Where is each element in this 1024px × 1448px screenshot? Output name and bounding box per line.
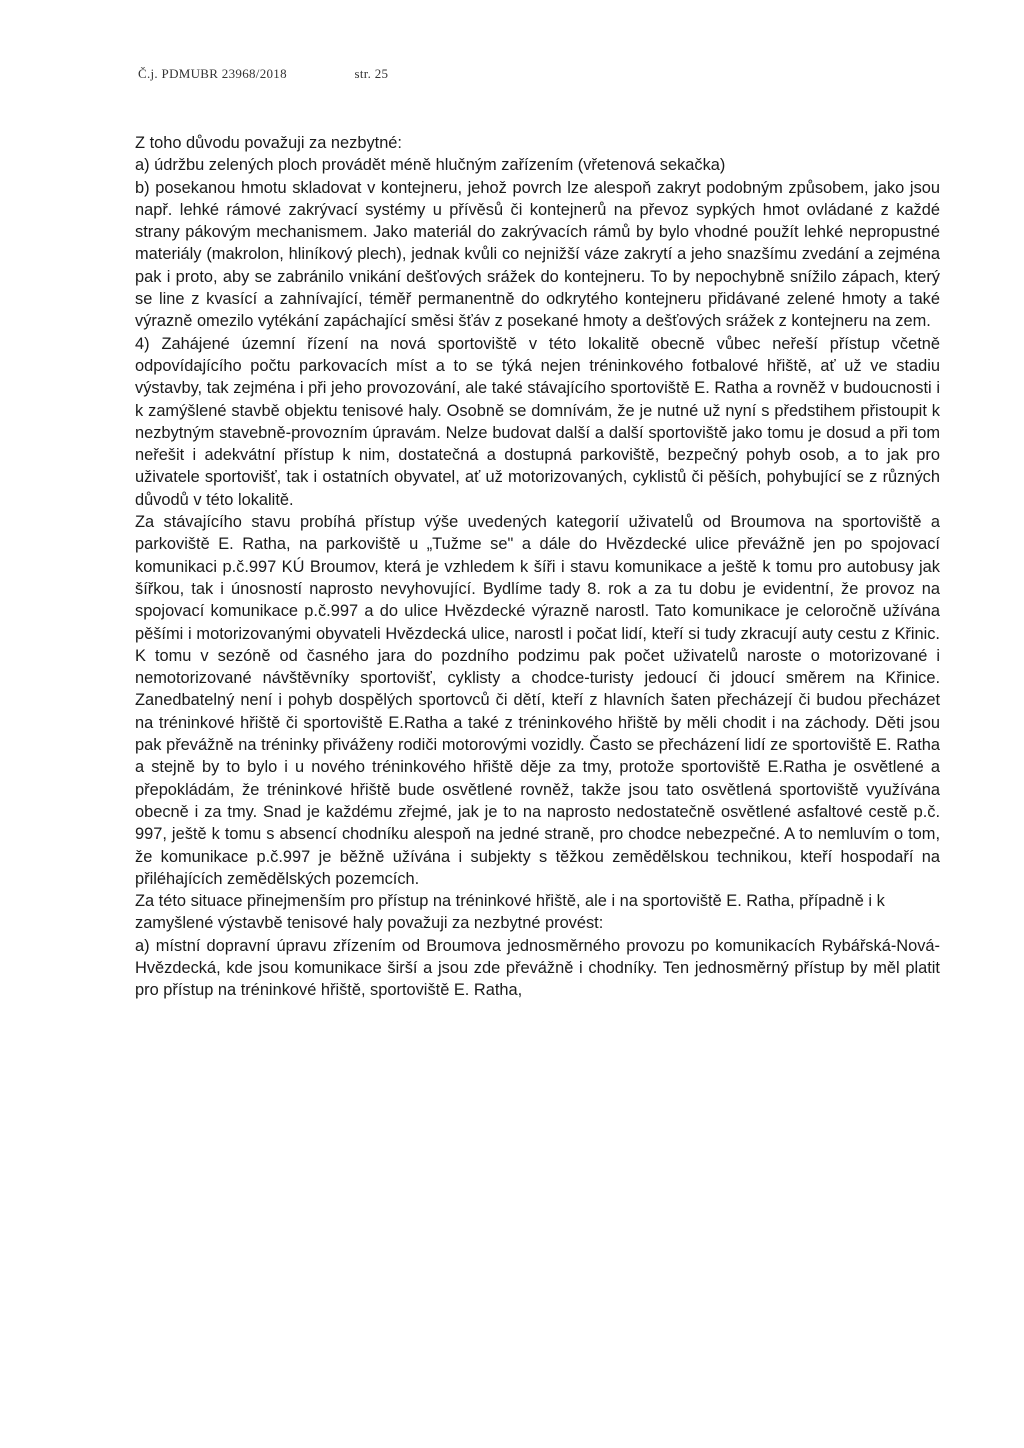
list-item-b: b) posekanou hmotu skladovat v kontejneru, jehož povrch lze alespoň zakryt podobným způsobem, jako jsou např. lehké rámové zakrývací systémy u přívěsů či kontejnerů na převoz sypkých hmot ovládané z každé strany pákovým mechanismem. Jako materiál do zakrývacích rámů by bylo vhodné použít lehké nepropustné materiály (makrolon, hliníkový plech), jednak kvůli co nejnižší váze zakrytí a jeho snazšímu zvedání a zejména pak i proto, aby se zabránilo vnikání dešťových srážek do kontejneru. To by nepochybně snížilo zápach, který se line z kvasící a zahnívající, téměř permanentně do odkrytého kontejneru přidávané zelené hmoty a také výrazně omezilo vytékání zapáchající směsi šťáv z posekané hmoty a dešťových srážek z kontejneru na zem. — [135, 178, 940, 331]
document-body — [135, 132, 940, 1002]
section-4-paragraph: 4) Zahájené územní řízení na nová sportoviště v této lokalitě obecně vůbec neřeší přístup včetně odpovídajícího počtu parkovacích míst a to se týká nejen tréninkového fotbalové hřiště, ať už ve stadiu výstavby, tak zejména i při jeho provozování, ale také stávajícího sportoviště E. Ratha a rovněž v budoucnosti i k zamýšlené stavbě objektu tenisové haly. Osobně se domnívám, že je nutné už nyní s předstihem přistoupit k nezbytným stavebně-provozním úpravám. Nelze budovat další a další sportoviště jako tomu je dosud a při tom neřešit i adekvátní přístup k nim, dostatečná a dostupná parkoviště, bezpečný pohyb osob, a to jak pro uživatele sportovišť, tak i ostatních obyvatel, ať už motorizovaných, cyklistů či pěších, pohybující se z různých důvodů v této lokalitě. — [135, 334, 940, 509]
list-item-a: a) údržbu zelených ploch provádět méně hlučným zařízením (vřetenová sekačka) — [135, 156, 726, 175]
page-number: str. 25 — [354, 66, 389, 81]
page-header — [138, 66, 388, 82]
intro-line: Z toho důvodu považuji za nezbytné: — [135, 134, 402, 152]
situation-paragraph: Za této situace přinejmenším pro přístup na tréninkové hřiště, ale i na sportoviště E. Ratha, případně i k zamyšlené výstavbě tenisové haly považuji za nezbytné provést: — [135, 892, 885, 933]
list-item-a-traffic: a) místní dopravní úpravu zřízením od Broumova jednosměrného provozu po komunikacích Rybářská-Nová-Hvězdecká, kde jsou komunikace širší a jsou zde převážně i chodníky. Ten jednosměrný přístup by měl platit pro přístup na tréninkové hřiště, sportoviště E. Ratha, — [135, 936, 940, 1000]
status-paragraph: Za stávajícího stavu probíhá přístup výše uvedených kategorií uživatelů od Broumova na sportoviště a parkoviště E. Ratha, na parkoviště u „Tužme se" a dále do Hvězdecké ulice převážně jen po spojovací komunikaci p.č.997 KÚ Broumov, která je vzhledem k šíři i stavu komunikace a ještě k tomu pro autobusy jak šířkou, tak i únosností naprosto nevyhovující. Bydlíme tady 8. rok a za tu dobu je evidentní, že provoz na spojovací komunikace p.č.997 a do ulice Hvězdecké výrazně narostl. Tato komunikace je celoročně užívána pěšími i motorizovanými obyvateli Hvězdecká ulice, narostl i počat lidí, kteří si tudy zkracují auty cestu z Křinic. K tomu v sezóně od časného jara do pozdního podzimu pak počet uživatelů naroste o motorizované i nemotorizované návštěvníky sportovišť, cyklisty a chodce-turisty jedoucí či jdoucí směrem na Křinice. Zanedbatelný není i pohyb dospělých sportovců či dětí, kteří z hlavních šaten přecházejí či budou přecházet na tréninkové hřiště či sportoviště E.Ratha a také z tréninkového hřiště by měli chodit i na záchody. Děti jsou pak převážně na tréninky přiváženy rodiči motorovými vozidly. Často se přecházení lidí ze sportoviště E. Ratha a stejně by to bylo i u nového tréninkového hřiště děje za tmy, protože sportoviště E.Ratha je osvětlené a přepokládám, že tréninkové hřiště bude osvětlené rovněž, takže jsou tato osvětlená sportoviště využívána obecně i za tmy. Snad je každému zřejmé, jak je to na naprosto nedostatečně osvětlené asfaltové cestě p.č. 997, ještě k tomu s absencí chodníku alespoň na jedné straně, pro chodce nebezpečné. A to nemluvím o tom, že komunikace p.č.997 je běžně užívána i subjekty s těžkou zemědělskou technikou, kteří hospodaří na přiléhajících zemědělských pozemcích. — [135, 513, 940, 888]
document-reference: Č.j. PDMUBR 23968/2018 — [138, 66, 287, 81]
